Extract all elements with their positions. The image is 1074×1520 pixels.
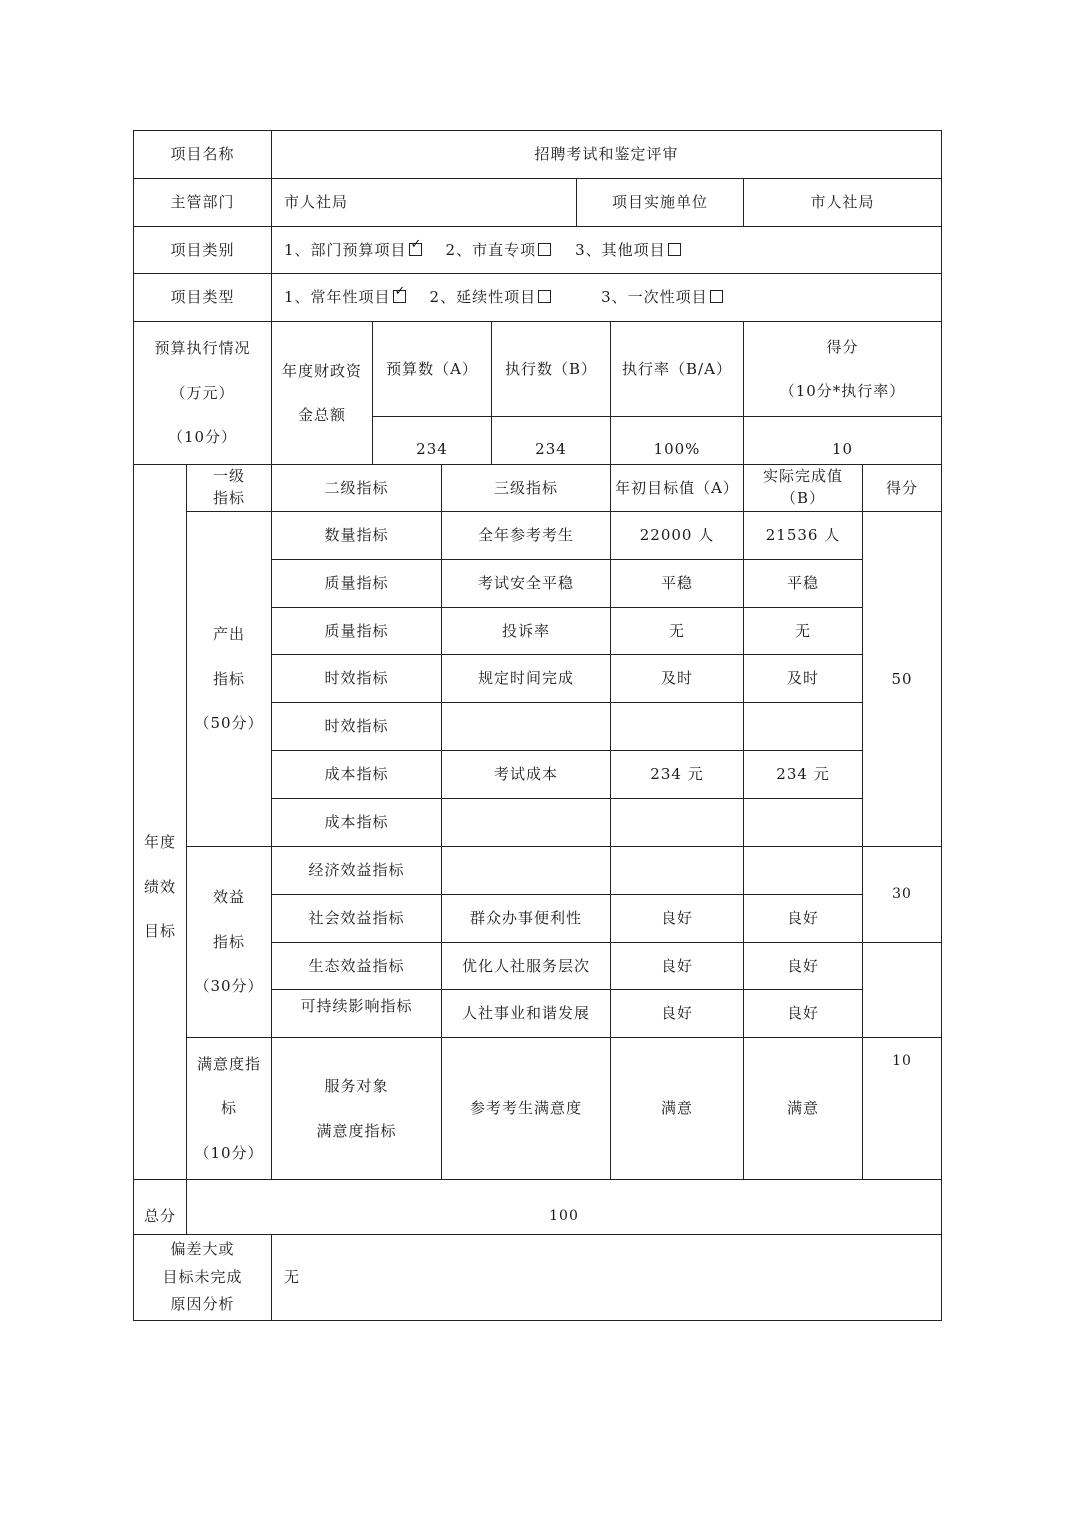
category-option: 1、部门预算项目✓ — [284, 239, 422, 262]
budget-score-label: 得分 （10分*执行率） — [779, 337, 906, 400]
category-options — [272, 227, 941, 273]
exec-rate-label: 执行率（B/A） — [622, 359, 732, 378]
output-row-level2: 时效指标 — [324, 669, 389, 688]
output-row-level2: 质量指标 — [324, 621, 389, 640]
checkbox-icon — [538, 290, 551, 303]
output-row-actual: 无 — [794, 621, 811, 640]
exec-amount-label: 执行数（B） — [504, 359, 598, 378]
output-row-level2: 时效指标 — [324, 717, 389, 736]
satisfaction-level3: 参考考生满意度 — [469, 1099, 582, 1118]
output-row-target: 22000 人 — [639, 526, 715, 545]
type-options — [272, 274, 941, 321]
output-row-level3: 规定时间完成 — [477, 669, 574, 688]
benefit-row-level3: 优化人社服务层次 — [461, 956, 590, 975]
type-option: 3、一次性项目 — [601, 286, 723, 309]
budget-score-value: 10 — [831, 440, 854, 459]
output-row-actual: 平稳 — [786, 574, 819, 593]
category-label: 项目类别 — [170, 240, 235, 259]
benefit-row-level2: 社会效益指标 — [308, 909, 405, 928]
output-row-level2: 成本指标 — [324, 765, 389, 784]
category-option: 2、市直专项 — [446, 239, 552, 262]
output-score: 50 — [891, 669, 913, 688]
satisfaction-actual: 满意 — [786, 1099, 819, 1118]
deviation-label: 偏差大或 目标未完成 原因分析 — [162, 1239, 243, 1314]
project-name-label: 项目名称 — [170, 145, 235, 164]
benefit-row-level2: 经济效益指标 — [308, 861, 405, 880]
checked-box-icon — [393, 290, 406, 303]
output-row-level3: 考试成本 — [493, 765, 558, 784]
output-row-actual: 234 元 — [776, 765, 830, 784]
dept-label: 主管部门 — [170, 193, 235, 212]
annual-performance-label: 年度 绩效 目标 — [143, 833, 176, 941]
benefit-row-actual: 良好 — [786, 1004, 819, 1023]
benefit-row-actual: 良好 — [786, 956, 819, 975]
output-row-level3: 全年参考考生 — [477, 526, 574, 545]
benefit-row-level2: 可持续影响指标 — [300, 997, 413, 1016]
output-row-actual — [744, 799, 862, 846]
satisfaction-target: 满意 — [660, 1099, 693, 1118]
checkbox-icon — [710, 290, 723, 303]
benefit-row-level3: 人社事业和谐发展 — [461, 1004, 590, 1023]
output-row-target — [611, 799, 743, 846]
exec-amount-value: 234 — [535, 440, 567, 459]
deviation-value: 无 — [284, 1268, 301, 1287]
output-row-actual: 21536 人 — [765, 526, 841, 545]
header-level2: 二级指标 — [324, 478, 389, 497]
annual-funds-label: 年度财政资 金总额 — [281, 361, 362, 424]
satisfaction-score: 10 — [892, 1052, 912, 1069]
output-row-actual: 及时 — [786, 669, 819, 688]
benefit-row-actual: 良好 — [786, 909, 819, 928]
output-row-target — [611, 703, 743, 750]
output-row-level2: 质量指标 — [324, 574, 389, 593]
budget-label: 预算执行情况 （万元） （10分） — [154, 339, 251, 447]
header-score: 得分 — [885, 478, 918, 497]
benefit-row-target: 良好 — [660, 1004, 693, 1023]
output-row-actual — [744, 703, 862, 750]
header-actual: 实际完成值 （B） — [762, 467, 843, 507]
output-row-target: 234 元 — [650, 765, 704, 784]
output-row-target: 及时 — [660, 669, 693, 688]
exec-rate-value: 100% — [653, 440, 701, 459]
budget-amount-value: 234 — [416, 440, 448, 459]
benefit-score: 30 — [892, 886, 912, 902]
benefit-row-target: 良好 — [660, 956, 693, 975]
benefit-row-target — [611, 847, 743, 894]
satisfaction-indicator-label: 满意度指 标 （10分） — [194, 1054, 264, 1162]
type-option: 2、延续性项目 — [430, 286, 552, 309]
unit-label: 项目实施单位 — [611, 193, 708, 212]
header-target: 年初目标值（A） — [615, 478, 739, 497]
type-option: 1、常年性项目✓ — [284, 286, 406, 309]
benefit-row-level3: 群众办事便利性 — [469, 909, 582, 928]
header-level1: 一级 指标 — [212, 467, 245, 507]
unit-value: 市人社局 — [810, 193, 875, 212]
output-row-level3 — [442, 799, 610, 846]
checkbox-icon — [668, 243, 681, 256]
dept-value: 市人社局 — [284, 193, 349, 212]
satisfaction-level2: 服务对象 满意度指标 — [316, 1077, 397, 1140]
output-row-target: 平稳 — [660, 574, 693, 593]
benefit-row-level3 — [442, 847, 610, 894]
table-border-bottom — [133, 1320, 942, 1321]
total-label: 总分 — [143, 1206, 176, 1225]
output-row-level2: 成本指标 — [324, 813, 389, 832]
output-row-level3 — [442, 703, 610, 750]
checked-box-icon — [409, 243, 422, 256]
budget-amount-label: 预算数（A） — [386, 359, 478, 378]
table-border-right — [941, 130, 942, 1320]
output-row-level3: 投诉率 — [501, 621, 550, 640]
benefit-indicator-label: 效益 指标 （30分） — [194, 888, 264, 996]
header-level3: 三级指标 — [493, 478, 558, 497]
benefit-row-level2: 生态效益指标 — [308, 956, 405, 975]
type-label: 项目类型 — [170, 288, 235, 307]
output-row-level2: 数量指标 — [324, 526, 389, 545]
benefit-row-actual — [744, 847, 862, 894]
checkbox-icon — [538, 243, 551, 256]
output-indicator-label: 产出 指标 （50分） — [194, 625, 264, 733]
category-option: 3、其他项目 — [575, 239, 681, 262]
output-row-level3: 考试安全平稳 — [477, 574, 574, 593]
total-value: 100 — [549, 1207, 579, 1224]
benefit-row-target: 良好 — [660, 909, 693, 928]
output-row-target: 无 — [668, 621, 685, 640]
project-name-value: 招聘考试和鉴定评审 — [534, 145, 679, 164]
